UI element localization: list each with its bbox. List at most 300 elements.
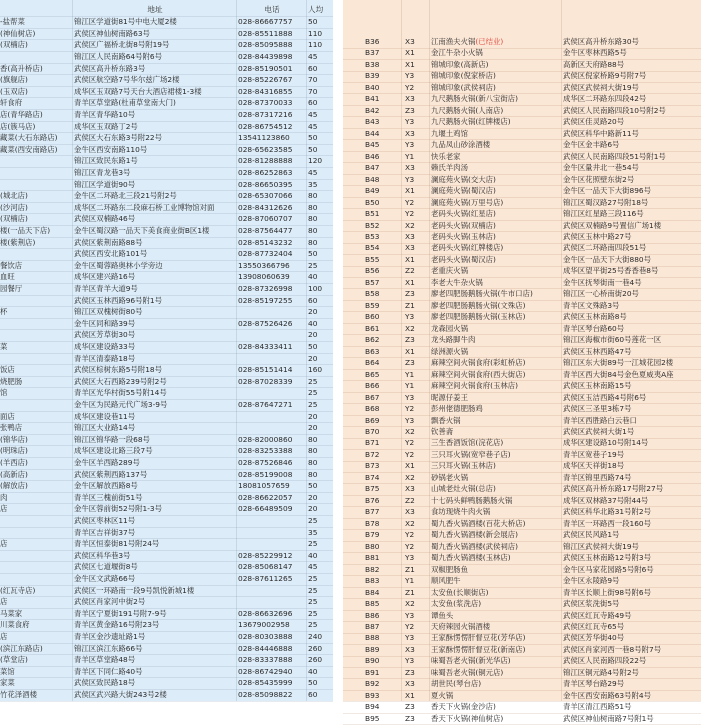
- restaurant-address: 武侯区西安北路101号: [74, 249, 148, 259]
- restaurant-phone: 028-85435999: [238, 678, 293, 688]
- entry-id: B85: [365, 599, 380, 609]
- restaurant-name: 彭州佬德肥肠鸡: [431, 404, 483, 414]
- restaurant-name: 澜庭苑火锅(万里号店): [431, 197, 504, 207]
- district-code: X3: [405, 507, 415, 517]
- restaurant-phone: 028-85098822: [238, 690, 293, 699]
- restaurant-name: 店: [0, 539, 8, 549]
- restaurant-name: 锦城印象(高新店): [431, 59, 489, 69]
- restaurant-address: 武侯区玉林南路12号附3号: [563, 553, 652, 563]
- restaurant-name: 砂锅老火锅: [431, 472, 468, 482]
- restaurant-address: 金牛区一品天下大街880号: [563, 254, 652, 264]
- restaurant-address: 金牛区为民路元代广场3-9号: [74, 400, 168, 409]
- restaurant-name: 九品凤山砂涂酒楼: [431, 140, 491, 150]
- restaurant-name: 钦善斋: [431, 426, 454, 436]
- entry-id: B58: [365, 289, 380, 299]
- restaurant-name: 香天下火锅(金沙店): [431, 702, 496, 712]
- restaurant-address: 青羊区文殊路3号: [563, 300, 620, 310]
- restaurant-address: 金牛区西安南路63号附4号: [563, 690, 652, 700]
- per-capita-price: 40: [308, 272, 318, 282]
- district-code: Y2: [405, 621, 415, 631]
- district-code: Y2: [405, 197, 415, 207]
- restaurant-address: 武侯区芳草街30号: [74, 330, 136, 340]
- entry-id: B62: [365, 335, 380, 345]
- restaurant-address: 成华区建设巷11号: [74, 411, 136, 421]
- restaurant-address: 金牛区同和路39号: [74, 318, 136, 328]
- restaurant-name: (高新店): [0, 469, 28, 479]
- per-capita-price: 50: [308, 144, 318, 154]
- restaurant-phone: 028-87526846: [238, 458, 293, 467]
- district-code: Y3: [405, 392, 415, 402]
- restaurant-name: 麻辣空间火锅食府(玉林店): [431, 381, 519, 391]
- entry-id: B79: [365, 530, 380, 540]
- restaurant-address: 金牛区花照壁东街2号: [563, 174, 635, 184]
- restaurant-address: 成华区建设路33号: [74, 342, 136, 351]
- restaurant-name: 味蜀吾老火锅(新光华店): [431, 656, 511, 666]
- per-capita-price: 25: [308, 400, 318, 409]
- entry-id: B41: [365, 94, 380, 104]
- restaurant-phone: 028-86650395: [238, 179, 293, 189]
- per-capita-price: 35: [308, 527, 318, 537]
- restaurant-name: 血旺: [0, 272, 15, 282]
- restaurant-address: 锦江区青龙巷3号: [74, 168, 131, 177]
- per-capita-price: 35: [308, 179, 318, 189]
- restaurant-phone: 13679002958: [238, 620, 290, 630]
- restaurant-name: 十七码头鲜鸭肠鹅肠火锅: [431, 495, 513, 505]
- restaurant-name: 王家酥愣愣肝督豆花(新南店): [431, 644, 526, 654]
- restaurant-address: 金牛区蜀汉路一品天下美食商业街B区1楼: [74, 226, 210, 235]
- district-code: X2: [405, 472, 415, 482]
- per-capita-price: 25: [308, 516, 318, 525]
- restaurant-address: 武侯区红瓦寺65号: [563, 621, 625, 631]
- restaurant-name: (红瓦寺店): [0, 585, 36, 595]
- restaurant-address: 锦江区学道街90号: [74, 179, 136, 189]
- restaurant-address: 锦江区海椒市街60号莲花一区: [563, 335, 662, 345]
- restaurant-address: 金牛区西安南路110号: [74, 144, 148, 154]
- district-code: X2: [405, 518, 415, 528]
- restaurant-address: 武侯区武侯祠大街1号: [563, 426, 635, 436]
- entry-id: B36: [365, 37, 380, 46]
- restaurant-address: 成华区双林路37号附44号: [563, 495, 649, 505]
- restaurant-phone: 028-86742940: [238, 666, 293, 676]
- restaurant-address: 青羊区一环路西一段160号: [563, 518, 652, 528]
- per-capita-price: 20: [308, 423, 318, 433]
- district-code: X2: [405, 323, 415, 333]
- restaurant-name: 锦城印象(倪家桥店): [431, 71, 496, 81]
- restaurant-name: 锦城印象(武侯祠店): [431, 82, 496, 92]
- entry-id: B65: [365, 369, 380, 379]
- district-code: Z1: [405, 587, 415, 597]
- restaurant-address: 武侯区大石东路3号附22号: [74, 133, 163, 143]
- entry-id: B67: [365, 392, 380, 402]
- entry-id: B54: [365, 243, 380, 253]
- restaurant-phone: 028-65623585: [238, 144, 293, 154]
- restaurant-address: 武侯区人民南路四段10号附2号: [563, 105, 666, 115]
- district-code: Y1: [405, 381, 415, 391]
- restaurant-address: 成华区建设路10号附14号: [563, 438, 649, 448]
- restaurant-name: 烧肥肠: [0, 376, 23, 386]
- restaurant-phone: 028-86754512: [238, 121, 293, 131]
- restaurant-name: (草堂店): [0, 655, 28, 665]
- restaurant-address: 青羊区三槐前街51号: [74, 492, 143, 502]
- restaurant-phone: 028-80303888: [238, 632, 293, 641]
- district-code: Z3: [405, 702, 415, 712]
- restaurant-phone: 028-84439898: [238, 52, 293, 61]
- restaurant-name: 九尺鹅肠火锅(红牌楼店): [431, 117, 511, 127]
- restaurant-name: 快乐老家: [431, 151, 461, 161]
- restaurant-name: 面店: [0, 411, 15, 421]
- restaurant-address: 武侯区一环路南一段9号凯悦新城1楼: [74, 585, 195, 595]
- restaurant-address: 金牛区金丰路6号: [563, 140, 620, 150]
- restaurant-name: 张鸭店: [0, 423, 23, 433]
- restaurant-name: -盐帮菜: [0, 17, 25, 27]
- per-capita-price: 45: [308, 121, 318, 131]
- restaurant-address: 武侯区二环路南四段51号: [563, 243, 647, 253]
- restaurant-address: 武侯区广福桥北街8号附19号: [74, 40, 170, 50]
- restaurant-phone: 028-81288888: [238, 156, 293, 166]
- restaurant-name: (解放店): [0, 481, 28, 491]
- entry-id: B56: [365, 266, 380, 276]
- district-code: Y2: [405, 438, 415, 448]
- restaurant-phone: 028-86667757: [238, 17, 293, 27]
- restaurant-address: 成华区天祥街18号: [563, 461, 625, 471]
- per-capita-price: 20: [308, 411, 318, 421]
- restaurant-name: 蜀九香火锅酒楼(玉林店): [431, 553, 511, 563]
- district-code: Y1: [405, 151, 415, 161]
- district-code: X1: [405, 461, 415, 471]
- restaurant-name: 天府辣园火锅酒楼: [431, 621, 491, 631]
- restaurant-address: 武侯区紫荆南路88号: [74, 237, 143, 247]
- restaurant-name: 馆: [0, 388, 8, 398]
- restaurant-name: 老重庆火锅: [431, 266, 468, 276]
- entry-id: B51: [365, 209, 380, 219]
- restaurant-phone: 028-87526426: [238, 318, 293, 328]
- restaurant-phone: 028-84312626: [238, 202, 293, 212]
- restaurant-name: 老码头火锅(红星店): [431, 209, 496, 219]
- restaurant-name: 王家酥愣愣肝督豆花(芳华店): [431, 633, 526, 643]
- restaurant-name: 店: [0, 632, 8, 641]
- district-code: X3: [405, 484, 415, 494]
- per-capita-price: 100: [308, 284, 323, 293]
- per-capita-price: 240: [308, 632, 323, 641]
- entry-id: B52: [365, 220, 380, 230]
- per-capita-price: 60: [308, 98, 318, 108]
- per-capita-price: 25: [308, 574, 318, 583]
- restaurant-name: 园餐厅: [0, 284, 23, 293]
- restaurant-name: 太安鱼(浆洗店): [431, 599, 482, 609]
- per-capita-price: 50: [308, 17, 318, 27]
- restaurant-address: 金牛区抚琴街南一巷4号: [563, 277, 642, 287]
- per-capita-price: 25: [308, 376, 318, 386]
- entry-id: B48: [365, 174, 380, 184]
- restaurant-name: (旗舰店): [0, 75, 28, 85]
- restaurant-name: 店: [0, 597, 8, 607]
- district-code: X2: [405, 220, 415, 230]
- restaurant-phone: 028-86632696: [238, 608, 293, 618]
- entry-id: B42: [365, 105, 380, 115]
- restaurant-address: 武侯区武侯祠大街19号: [563, 82, 639, 92]
- right-sheet-panel: [343, 0, 701, 723]
- restaurant-phone: 028-85143232: [238, 237, 293, 247]
- district-code: X3: [405, 163, 415, 173]
- entry-id: B74: [365, 472, 380, 482]
- district-code: X3: [405, 128, 415, 138]
- district-code: Z3: [405, 667, 415, 677]
- per-capita-price: 80: [308, 469, 318, 479]
- entry-id: B37: [365, 48, 380, 58]
- restaurant-name: (沙河店): [0, 202, 28, 212]
- entry-id: B38: [365, 59, 380, 69]
- entry-id: B88: [365, 633, 380, 643]
- restaurant-name: 太安鱼(长顺街店): [431, 587, 489, 597]
- restaurant-phone: 028-85511888: [238, 28, 293, 38]
- restaurant-address: 青羊区恒泰街81号附24号: [74, 539, 160, 549]
- district-code: X1: [405, 690, 415, 700]
- per-capita-price: 45: [308, 168, 318, 177]
- restaurant-name: 金江牛杂小火锅: [431, 48, 483, 58]
- district-code: Y2: [405, 82, 415, 92]
- per-capita-price: 80: [308, 434, 318, 444]
- entry-id: B76: [365, 495, 380, 505]
- restaurant-name: 昵源仔姜王: [431, 392, 468, 402]
- district-code: X1: [405, 186, 415, 196]
- entry-id: B87: [365, 621, 380, 631]
- per-capita-price: 25: [308, 620, 318, 630]
- restaurant-address: 青羊区西胜路白云巷口: [563, 415, 637, 425]
- restaurant-name: 老码头火锅(双楠店): [431, 220, 496, 230]
- district-code: Z3: [405, 105, 415, 115]
- restaurant-name: (神仙树店): [0, 28, 36, 38]
- restaurant-address: 武侯区肖家河西一巷8号附7号: [563, 644, 662, 654]
- restaurant-address: 武侯区棕树东路5号附18号: [74, 365, 163, 375]
- restaurant-address: 青羊区金沙遗址路1号: [74, 632, 146, 641]
- restaurant-name: 食坊现烧牛肉火锅: [431, 507, 491, 517]
- per-capita-price: 45: [308, 52, 318, 61]
- restaurant-phone: 028-87370033: [238, 98, 293, 108]
- restaurant-address: 青羊区下同仁路40号: [74, 666, 143, 676]
- restaurant-phone: 028-85197255: [238, 295, 293, 305]
- restaurant-address: 武侯区科华巷3号: [74, 550, 131, 560]
- per-capita-price: 45: [308, 110, 318, 119]
- restaurant-name: 飘香火锅: [431, 415, 461, 425]
- per-capita-price: 60: [308, 295, 318, 305]
- restaurant-address: 武侯区双楠路9号置信广场1楼: [563, 220, 662, 230]
- district-code: Z3: [405, 289, 415, 299]
- restaurant-phone: 028-85068147: [238, 562, 293, 572]
- restaurant-address: 武侯区高升桥东路30号: [563, 37, 639, 46]
- restaurant-address: 锦江区致民东路1号: [74, 156, 138, 166]
- entry-id: B95: [365, 713, 380, 723]
- per-capita-price: 260: [308, 655, 323, 665]
- district-code: Y1: [405, 576, 415, 586]
- per-capita-price: 20: [308, 330, 318, 340]
- entry-id: B53: [365, 231, 380, 241]
- entry-id: B77: [365, 507, 380, 517]
- per-capita-price: 20: [308, 492, 318, 502]
- restaurant-address: 青羊区宁夏街191号附7-9号: [74, 608, 167, 618]
- entry-id: B72: [365, 449, 380, 459]
- restaurant-address: 武侯区佳灵路20号: [563, 117, 625, 127]
- restaurant-name: 老码头火锅(玉林店): [431, 231, 496, 241]
- restaurant-name: 蜀九香火锅酒楼(武侯祠店): [431, 541, 519, 551]
- entry-id: B75: [365, 484, 380, 494]
- restaurant-address: 武侯区玉林西路47号: [563, 346, 632, 356]
- entry-id: B93: [365, 690, 380, 700]
- closed-status-label: (已结业): [475, 37, 504, 46]
- per-capita-price: 50: [308, 481, 318, 491]
- restaurant-name: 杯: [0, 307, 8, 317]
- restaurant-phone: 028-87611265: [238, 574, 293, 583]
- restaurant-name: 蜀九香火锅酒楼(新会展店): [431, 530, 519, 540]
- district-code: Y2: [405, 530, 415, 540]
- district-code: Y3: [405, 117, 415, 127]
- entry-id: B68: [365, 404, 380, 414]
- restaurant-name: 龙森园火锅: [431, 323, 468, 333]
- restaurant-phone: 028-85226767: [238, 75, 293, 85]
- header-count: 人均: [308, 5, 324, 14]
- restaurant-address: 青羊区草堂路(杜甫草堂南大门): [74, 98, 176, 108]
- restaurant-name: 味蜀吾老火锅(铜元店): [431, 667, 504, 677]
- restaurant-address: 金牛区蜀蓉路奥林小学旁边: [74, 260, 163, 270]
- restaurant-address: 青羊区西大街84号金色夏威夷A座: [563, 369, 674, 379]
- restaurant-name: (双楠店): [0, 214, 28, 224]
- entry-id: B83: [365, 576, 380, 586]
- entry-id: B81: [365, 553, 380, 563]
- district-code: Y3: [405, 71, 415, 81]
- per-capita-price: 40: [308, 550, 318, 560]
- entry-id: B64: [365, 358, 380, 368]
- restaurant-phone: 028-87326998: [238, 284, 293, 293]
- restaurant-address: 金牛区二环路北三段21号附2号: [74, 191, 177, 201]
- per-capita-price: 80: [308, 191, 318, 201]
- restaurant-phone: 028-85229912: [238, 550, 293, 560]
- district-code: Z2: [405, 266, 415, 276]
- restaurant-address: 锦江区东大街89号一江城花园2楼: [563, 358, 674, 368]
- entry-id: B89: [365, 644, 380, 654]
- restaurant-address: 锦江区大业路14号: [74, 423, 136, 433]
- entry-id: B84: [365, 587, 380, 597]
- per-capita-price: 80: [308, 226, 318, 235]
- restaurant-name: 餐饮店: [0, 260, 23, 270]
- restaurant-address: 青羊区光华村街55号附14号: [74, 388, 167, 398]
- restaurant-name: 麻辣空间火锅食府(西大街店): [431, 369, 526, 379]
- per-capita-price: 25: [308, 260, 318, 270]
- per-capita-price: 25: [308, 597, 318, 607]
- restaurant-address: 成华区二环路东四段42号: [563, 94, 647, 104]
- district-code: Y3: [405, 140, 415, 150]
- district-code: X3: [405, 231, 415, 241]
- restaurant-name: (羊西店): [0, 458, 28, 467]
- restaurant-name: (明珠店): [0, 446, 28, 456]
- restaurant-name: 三只耳火锅(玉林店): [431, 461, 496, 471]
- restaurant-address: 青羊区青羊大道9号: [74, 284, 138, 293]
- restaurant-phone: 028-84316855: [238, 86, 293, 96]
- restaurant-name: 楼(一品天下店): [0, 226, 51, 235]
- restaurant-address: 锦江区铜元路4号附2号: [563, 667, 639, 677]
- restaurant-phone: 028-84333411: [238, 342, 293, 351]
- per-capita-price: 45: [308, 562, 318, 572]
- restaurant-address: 锦江区蜀汉路27号附18号: [563, 197, 649, 207]
- district-code: X1: [405, 48, 415, 58]
- per-capita-price: 80: [308, 237, 318, 247]
- restaurant-address: 武侯区人民南路四段22号: [563, 656, 647, 666]
- per-capita-price: 80: [308, 202, 318, 212]
- restaurant-name: 香天下火锅(神仙树店): [431, 713, 504, 723]
- restaurant-phone: 028-82000860: [238, 434, 293, 444]
- restaurant-address: 武侯区高升桥东路3号: [74, 63, 146, 73]
- per-capita-price: 25: [308, 388, 318, 398]
- restaurant-address: 成华区建设北路三段7号: [74, 446, 153, 456]
- restaurant-address: 青羊区琴台路29号: [563, 679, 625, 689]
- restaurant-address: 武侯区七道堰街8号: [74, 562, 138, 572]
- restaurant-address: 青羊区吉祥街37号: [74, 527, 136, 537]
- district-code: Z1: [405, 564, 415, 574]
- per-capita-price: 40: [308, 666, 318, 676]
- district-code: Y2: [405, 449, 415, 459]
- entry-id: B39: [365, 71, 380, 81]
- per-capita-price: 20: [308, 504, 318, 514]
- restaurant-address: 成华区二环路东二段麻石桥工业博物馆对面: [74, 202, 215, 212]
- sheet-gutter: [333, 0, 343, 701]
- district-code: Y3: [405, 610, 415, 620]
- restaurant-address: 青羊区清江西路51号: [563, 702, 632, 712]
- entry-id: B86: [365, 610, 380, 620]
- restaurant-phone: 028-65307066: [238, 191, 293, 201]
- district-code: Z3: [405, 335, 415, 345]
- restaurant-name: 楼(紫荆店): [0, 237, 36, 247]
- entry-id: B55: [365, 254, 380, 264]
- per-capita-price: 60: [308, 63, 318, 73]
- per-capita-price: 20: [308, 353, 318, 363]
- entry-id: B43: [365, 117, 380, 127]
- restaurant-name: 顺风肥牛: [431, 576, 461, 586]
- restaurant-address: 武侯区民风路1号: [563, 530, 620, 540]
- entry-id: B63: [365, 346, 380, 356]
- restaurant-address: 成华区建兴路16号: [74, 272, 136, 282]
- restaurant-name: 店(簇马店): [0, 121, 36, 131]
- district-code: X1: [405, 277, 415, 287]
- restaurant-address: 武侯区玉林中路27号: [563, 231, 632, 241]
- restaurant-phone: 028-85199008: [238, 469, 293, 479]
- entry-id: B61: [365, 323, 380, 333]
- left-header-row: [0, 4, 333, 17]
- restaurant-address: 成华区玉双路丁2号: [74, 121, 138, 131]
- district-code: Y3: [405, 312, 415, 322]
- restaurant-name: 澜庭苑火锅(交大店): [431, 174, 496, 184]
- restaurant-address: 金牛区解放西路8号: [74, 481, 138, 491]
- restaurant-name: 九堰土鸡馆: [431, 128, 468, 138]
- restaurant-address: 武侯区致民路18号: [74, 678, 136, 688]
- per-capita-price: 20: [308, 307, 318, 317]
- per-capita-price: 120: [308, 156, 323, 166]
- restaurant-phone: 028-83337888: [238, 655, 293, 665]
- restaurant-name: 九尺鹅肠火锅(新八宝街店): [431, 94, 519, 104]
- restaurant-address: 武侯区肖家河中街2号: [74, 597, 146, 607]
- restaurant-address: 武侯区玉林西路96号附1号: [74, 295, 163, 305]
- restaurant-phone: 028-87732404: [238, 249, 293, 259]
- restaurant-name: [431, 36, 561, 48]
- restaurant-address: 武侯区玉林南路15号: [563, 381, 632, 391]
- restaurant-address: 武侯区航空路7号华尔兹广场2楼: [74, 75, 180, 85]
- restaurant-phone: 028-86622057: [238, 492, 293, 502]
- district-code: Y3: [405, 656, 415, 666]
- per-capita-price: 25: [308, 585, 318, 595]
- district-code: X1: [405, 346, 415, 356]
- restaurant-address: 锦江区红星路三段116号: [563, 209, 644, 219]
- district-code: Z2: [405, 495, 415, 505]
- district-code: X1: [405, 59, 415, 69]
- restaurant-name: 藏菜(大石东路店): [0, 133, 58, 143]
- entry-id: B91: [365, 667, 380, 677]
